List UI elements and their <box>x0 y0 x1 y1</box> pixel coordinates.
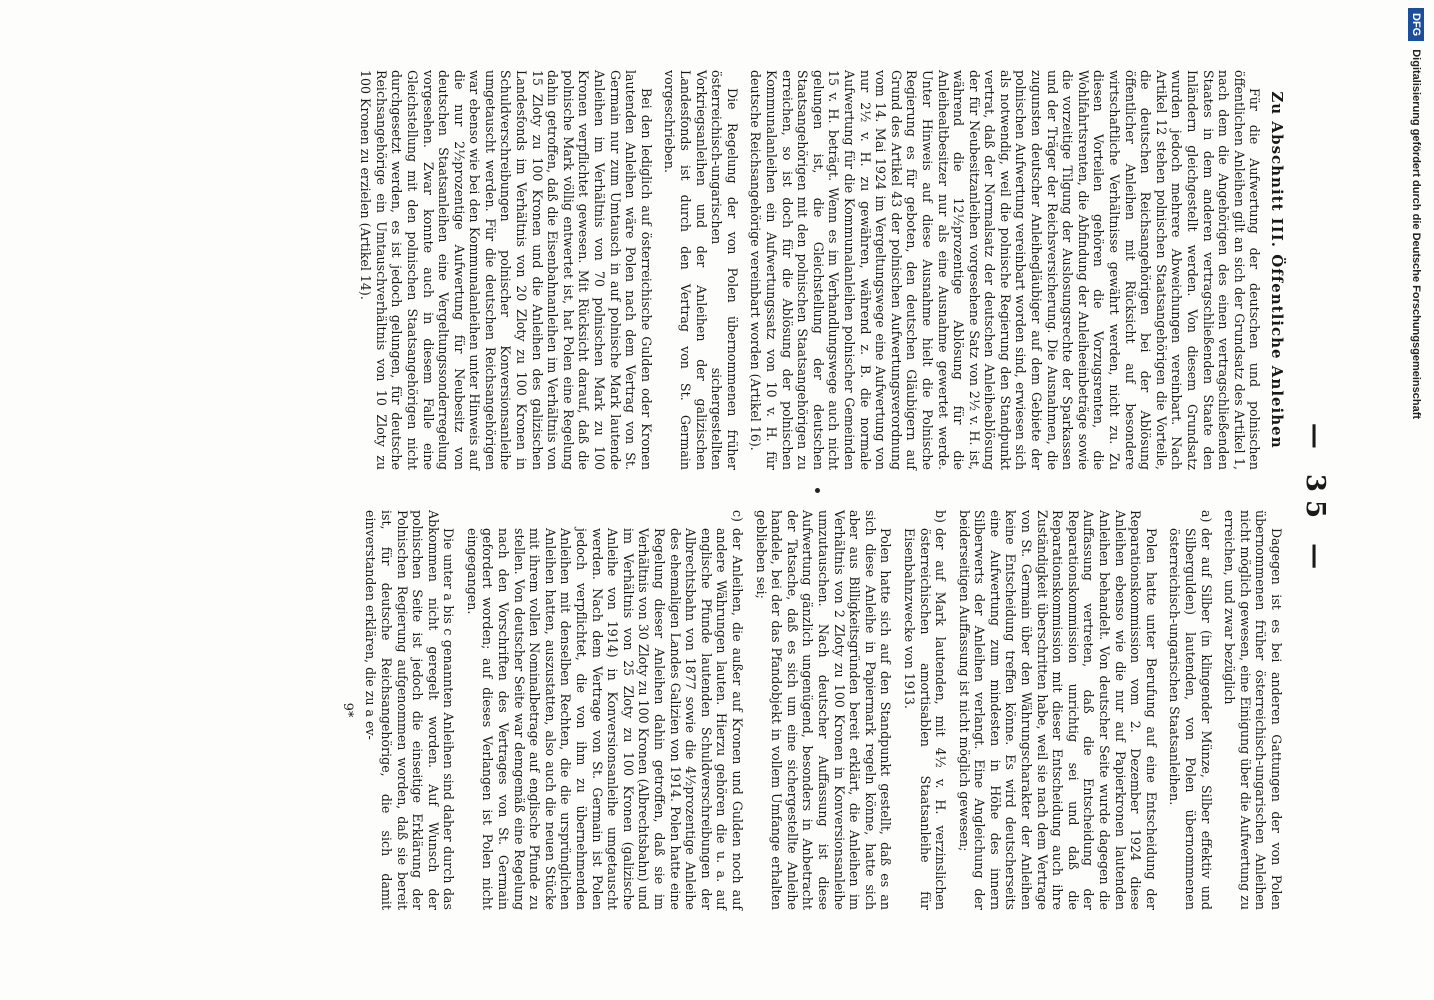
list-item-b <box>901 510 948 910</box>
paragraph: Bei den lediglich auf österreichische Gulden oder Kronen lautenden Anleihen wäre Polen nach dem Vertrag von St. Germain nur zum Umtausch in auf polnische Mark lautende Anleihen im Verhältnis von 70 polnischen Mark zu 100 Kronen verpflichtet gewesen. Mit Rücksicht darauf, daß die polnische Mark völlig entwertet ist, hat Polen eine Regelung dahin getroffen, daß die Eisenbahnanleihen im Verhältnis von 15 Zloty zu 100 Kronen und die Anleihen des galizischen Landesfonds im Verhältnis von 20 Zloty zu 100 Kronen in Schuldverschreibungen polnischer Konversionsanleihe umgetauscht werden. Für die deutschen Reichsangehörigen war ebenso wie bei den Kommunalanleihen unter Hinweis auf die nur 2½prozentige Aufwertung für Neubesitz von deutschen Staatsanleihen eine Vergeltungssonderregelung vorgesehen. Zwar konnte auch in diesem Falle eine Gleichstellung mit den polnischen Staatsangehörigen nicht durchgesetzt werden, es ist jedoch gelungen, für deutsche Reichsangehörige ein Umtauschverhältnis von 10 Zloty zu 100 Kronen zu erzielen (Artikel 14). <box>358 70 654 470</box>
item-followup: Polen hatte unter Berufung auf eine Entscheidung der Reparationskommission vom 2. Dezember 1924 diese Anleihen ebenso wie die nur auf Papierkronen lautenden Anleihen behandelt. Von deutscher Seite wurde dagegen die Auffassung vertreten, daß die Entscheidung der Reparationskommission unrichtig sei und daß die Reparationskommission mit dieser Entscheidung auch ihre Zuständigkeit überschritten habe, weil sie nach dem Vertrage von St. Germain über den Währungscharakter der Anleihen keine Entscheidung treffen könne. Es wird deutscherseits eine Aufwertung zum mindesten in Höhe des innern Silberwerts der Anleihen verlangt. Eine Angleichung der beiderseitigen Auffassung ist nicht möglich gewesen; <box>956 510 1159 910</box>
right-column <box>339 510 1284 910</box>
item-text: der auf Silber (in klingender Münze, Silber effektiv und Silbergulden) lautenden, von Polen übernommenen österreichisch-ungarischen Staatsanleihen. <box>1167 528 1214 910</box>
item-text: der auf Mark lautenden, mit 4½ v. H. verzinslichen österreichischen amortisablen Staatsanleihe für Eisenbahnzwecke von 1913. <box>901 528 949 910</box>
paragraph: Die Regelung der von Polen übernommenen früher österreichisch-ungarischen sichergestellten Vorkriegsanleihen und der Anleihen der galizischen Landesfonds ist durch den Vertrag von St. Germain vorgeschrieben. <box>662 70 740 470</box>
item-label: b) <box>933 510 949 523</box>
page-number: — 35 — <box>1300 422 1330 578</box>
paragraph-intro: Dagegen ist es bei anderen Gattungen der von Polen übernommenen früher österreichisch-ungarischen Anleihen nicht möglich gewesen, eine Einigung über die Aufwertung zu erreichen, und zwar bezüglich <box>1222 510 1284 910</box>
ink-dot <box>815 488 820 493</box>
dfg-logo: DFG <box>1408 8 1424 41</box>
item-followup: Polen hatte sich auf den Standpunkt gestellt, daß es an sich diese Anleihe in Papiermark regeln könne, hatte sich aber aus Billigkeitsgründen bereit erklärt, die Anleihen im Verhältnis von 2 Zloty zu 100 Kronen in Konversionsanleihe umzutauschen. Nach deutscher Auffassung ist diese Aufwertung gänzlich ungenügend, besonders in Anbetracht der Tatsache, daß es sich um eine sichergestellte Anleihe handele, bei der das Pfandobjekt in vollem Umfange erhalten geblieben sei; <box>753 510 894 910</box>
item-label: c) <box>730 510 745 522</box>
left-column <box>350 70 1284 470</box>
section-heading: Zu Abschnitt III. Öffentliche Anleihen <box>1268 91 1286 449</box>
rotated-page <box>100 70 1330 930</box>
paragraph-closing: Die unter a bis c genannten Anleihen sind daher durch das Abkommen nicht geregelt worden. Auf Wunsch der polnischen Seite ist jedoch die einseitige Erklärung der Polnischen Regierung aufgenommen worden, daß sie bereit ist, für deutsche Reichsangehörige, die sich damit einverstanden erklären, die zu a ev- <box>363 510 457 910</box>
item-label: a) <box>1198 510 1214 523</box>
signature-mark: 9* <box>339 702 355 718</box>
list-item-c <box>464 510 745 910</box>
dfg-sidebar <box>1404 8 1432 988</box>
dfg-credit-line <box>1404 8 1428 988</box>
page-content <box>100 70 1330 930</box>
dfg-credit-text: Digitalisierung gefördert durch die Deutsche Forschungsgemeinschaft <box>1410 49 1422 420</box>
list-item-a <box>1167 510 1214 910</box>
paragraph: Für die Aufwertung der deutschen und polnischen öffentlichen Anleihen gilt an sich der Grundsatz des Artikel 1, nach dem die Angehörigen des einen vertragschließenden Staates in dem anderen vertragschließenden Staate den Inländern gleichgestellt werden. Von diesem Grundsatz wurden jedoch mehrere Abweichungen vereinbart. Nach Artikel 12 stehen polnischen Staatsangehörigen die Vorteile, die deutschen Reichsangehörigen bei der Ablösung öffentlicher Anleihen mit Rücksicht auf besondere wirtschaftliche Verhältnisse gewährt werden, nicht zu. Zu diesen Vorteilen gehören die Vorzugsrenten, die Wohlfahrtsrenten, die Abfindung der Anleiheeinbeträge sowie die vorzeitige Tilgung der Auslosungsrechte der Sparkassen und der Träger der Reichsversicherung. Die Ausnahmen, die zugunsten deutscher Anleihegläubiger auf dem Gebiete der polnischen Aufwertung vereinbart worden sind, erwiesen sich als notwendig, weil die polnische Regierung den Standpunkt vertrat, daß der Normalsatz der deutschen Anleiheablösung der für Neubesitzanleihen vorgesehene Satz von 2½ v. H. ist, während die 12½prozentige Ablösung für die Anleihealtbesitzer nur als eine Ausnahme gewertet werde. Unter Hinweis auf diese Ausnahme hielt die Polnische Regierung es für geboten, den deutschen Gläubigern auf Grund des Artikel 43 der polnischen Aufwertungsverordnung vom 14. Mai 1924 im Vergeltungswege eine Aufwertung von nur 2½ v. H. zu gewähren, während z. B. die normale Aufwertung für die Kommunalanleihen polnischer Gemeinden 15 v. H. beträgt. Wenn es im Verhandlungswege auch nicht gelungen ist, die Gleichstellung der deutschen Staatsangehörigen mit den polnischen Staatsangehörigen zu erreichen, so ist doch für die Ablösung der polnischen Kommunalanleihen ein Aufwertungssatz von 10 v. H. für deutsche Reichsangehörige vereinbart worden (Artikel 16). <box>748 70 1263 470</box>
item-text: der Anleihen, die außer auf Kronen und Gulden noch auf andere Währungen lauten. Hierzu gehören die u. a. auf englische Pfunde lautenden Schuldverschreibungen der Albrechtsbahn von 1877 sowie die 4½prozentige Anleihe des ehemaligen Landes Galizien von 1914. Polen hatte eine Regelung dieser Anleihen dahin getroffen, daß sie im Verhältnis von 30 Zloty zu 100 Kronen (Albrechtsbahn) und im Verhältnis von 25 Zloty zu 100 Kronen (galizische Anleihe von 1914) in Konversionsanleihe umgetauscht werden. Nach dem Vertrage von St. Germain ist Polen jedoch verpflichtet, die von ihm zu übernehmenden Anleihen mit denselben Rechten, die die ursprünglichen Anleihen hatten, auszustatten, also auch die neuen Stücke mit ihrem vollen Nominalbetrage auf englische Pfunde zu stellen. Von deutscher Seite war demgemäß eine Regelung nach den Vorschriften des Vertrages von St. Germain gefordert worden; auf dieses Verlangen ist Polen nicht eingegangen. <box>464 528 745 910</box>
